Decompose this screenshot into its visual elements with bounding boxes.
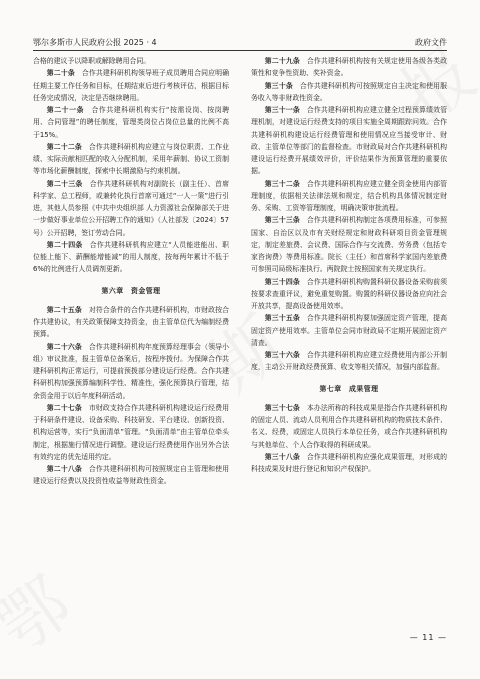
chapter-heading: 第七章 成果管理 <box>319 384 379 393</box>
article-31: 第三十一条 合作共建科研机构应建立健全过程预算绩效管理机制，对建设运行经费支持的项目实施全周期跟踪问效。合作共建科研机构建设运行经费管理和使用情况应当接受审计、财政、主管单位等部门的监督检查。市财政局对合作共建科研机构建设运行经费开展绩效评价，评价结果作为预算管理的重要依据。 <box>251 106 448 176</box>
article-32: 第三十二条 合作共建科研机构应建立健全资金使用内部管理制度，依据相关法律法规和规定，结合机构具体情况制定财务、采购、工资等管理制度，明确决策审批流程。 <box>251 179 448 212</box>
article-23: 第二十三条 合作共建科研机构对副院长（副主任）、首席科学家、总工程师，或兼转化执行首席可通过“一人一策”进行引进，其他人员参照《中共中央组织部 人力资源社会保障部关于进一步做好事业单位公开招聘工作的通知》（人社部发〔2024〕57号）公开招聘，签订劳动合同。 <box>33 179 229 237</box>
left-column <box>33 55 229 488</box>
article-22: 第二十二条 合作共建科研机构应建立与岗位职责、工作业绩、实际贡献相匹配的收入分配机制，采用年薪制、协议工资制等市场化薪酬制度，探索中长期激励与约束机制。 <box>33 142 230 176</box>
article-36: 第三十六条 合作共建科研机构应建立经费使用内部公开制度，主动公开财政经费预算、收支等相关情况，加强内部监督。 <box>251 351 448 372</box>
article-30: 第三十条 合作共建科研机构可按照规定自主决定和使用服务收入等非财政性资金。 <box>251 81 448 102</box>
article-35: 第三十五条 合作共建科研机构要加强固定资产管理，提高固定资产使用效率。主管单位会同市财政局不定期开展固定资产清查。 <box>251 314 448 347</box>
article-37: 第三十七条 本办法所称的科技成果是指合作共建科研机构的固定人员、流动人员利用合作共建科研机构的物质技术条件、名义、经费，或固定人员执行本单位任务，或合作共建科研机构与其他单位、个人合作取得的科研成果。 <box>251 403 448 449</box>
paragraph: 合格的建议予以降职或解除聘用合同。 <box>33 57 151 65</box>
article-25: 第二十五条 对符合条件的合作共建科研机构，市财政按合作共建协议，有关政策保障支持资金，由主管单位代为编制经费预算。 <box>33 305 230 339</box>
chapter-heading: 第六章 资金管理 <box>101 286 161 295</box>
right-column <box>251 55 447 475</box>
page-number: — 11 — <box>409 633 447 642</box>
article-24: 第二十四条 合作共建科研机构应建立“人员能进能出、职位能上能下、薪酬能增能减”的用人制度，按每两年累计不低于6%的比例进行人员调剂更新。 <box>33 240 230 274</box>
article-21: 第二十一条 合作共建科研机构实行“按需设岗、按岗聘用、合同管理”的聘任制度，管理类岗位占岗位总量的比例不高于15%。 <box>33 106 230 139</box>
article-28: 第二十八条 合作共建科研机构可按照规定自主管理和使用建设运行经费以及投资性收益等财政性资金。 <box>33 465 230 486</box>
article-26: 第二十六条 合作共建科研机构年度预算经理事会（领导小组）审议批准，报主管单位备案后，按程序拨付。为保障合作共建科研机构正常运行，可提前预拨部分建设运行经费。合作共建科研机构加强预算编制科学性、精准性，强化预算执行管理，结余资金用于以后年度科研活动。 <box>33 342 230 400</box>
article-20: 第二十条 合作共建科研机构领导班子成员聘用合同应明确任期主要工作任务和目标，任期结束后进行考核评估，根据目标任务完成情况，决定是否继续聘用。 <box>33 69 230 102</box>
publication-title: 鄂尔多斯市人民政府公报 2025 · 4 <box>33 38 157 47</box>
section-title: 政府文件 <box>415 38 447 47</box>
page-header <box>33 36 447 51</box>
article-29: 第二十九条 合作共建科研机构按有关规定使用各级各类政策性和竞争性资助、奖补资金。 <box>251 57 448 78</box>
article-38: 第三十八条 合作共建科研机构应强化成果管理，对形成的科技成果及时进行登记和知识产权保护。 <box>251 452 448 473</box>
watermark-char <box>0 549 88 672</box>
article-33: 第三十三条 合作共建科研机构制定各项费用标准，可参照国家、自治区以及市有关财经规定和财政科研项目资金管理规定，制定差旅费、会议费、国际合作与交流费、劳务费（包括专家咨询费）等费用标准。院长（主任）和首席科学家国内差旅费可参照司局级标准执行。两院院士按照国家有关规定执行。 <box>251 216 448 274</box>
article-27: 第二十七条 市财政支持合作共建科研机构建设运行经费用于科研条件建设、设备采购、科技研发、平台建设、创新投资、机构运营等，实行“负面清单”管理。“负面清单”由主管单位牵头制定，根据施行情况进行调整。建设运行经费使用作出另外合法有效约定的优先适用约定。 <box>33 403 230 461</box>
article-34: 第三十四条 合作共建科研机构购置科研仪器设备采购前须按要求查重评议，避免重复购置。购置的科研仪器设备应向社会开放共享，提高设备使用效率。 <box>251 277 448 310</box>
